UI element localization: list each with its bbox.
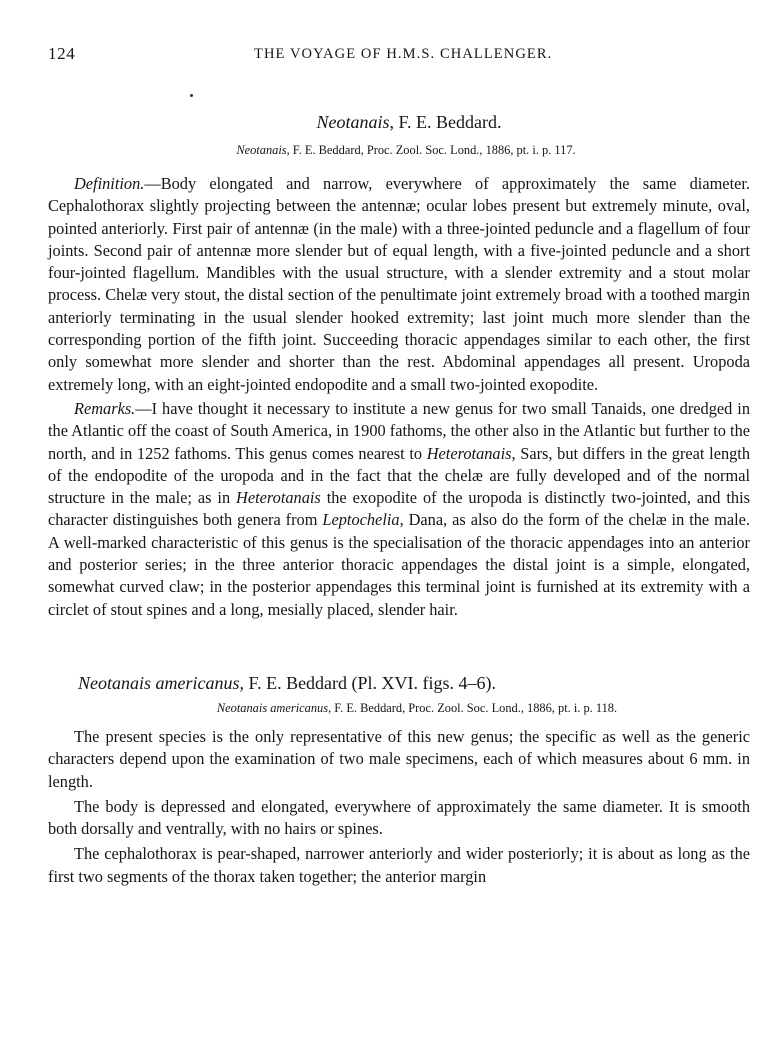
remarks-text-1: —I have thought it necessary to institute a new genus for two small Tanaids, one dredged in the Atlantic off the coast of South America, in 1900 fathoms, the other also in the Atlantic but further to the north, and in 1252 fathoms. This genus comes nearest to: [48, 398, 750, 463]
definition-paragraph: [48, 173, 750, 396]
species-ref-name: Neotanais americanus: [216, 700, 329, 715]
genus-heading: [48, 112, 750, 133]
remarks-text-3: the exopodite of the uropoda is distinctly two-jointed, and this character distinguishes both genera from: [48, 488, 750, 530]
species-name: Neotanais americanus: [78, 672, 240, 693]
genus-ref-heterotanais-2: Heterotanais: [236, 488, 321, 508]
species-paragraph-3: The cephalothorax is pear-shaped, narrower anteriorly and wider posteriorly; it is about as long as the first two segments of the thorax taken together; the anterior margin: [48, 844, 750, 886]
genus-authority: , F. E. Beddard.: [389, 112, 502, 132]
genus-name: Neotanais: [316, 112, 390, 132]
print-speck: [190, 94, 193, 97]
remarks-text-2: , Sars, but differs in the great length of the endopodite of the uropoda and in the fact that the chelæ are fully developed and of the normal structure in the male; as in: [48, 443, 751, 508]
species-paragraph-1: The present species is the only representative of this new genus; the specific as well as the generic characters depend upon the examination of two male specimens, each of which measures about 6 mm. in length.: [48, 726, 750, 791]
species-heading: [78, 673, 750, 694]
genus-reference: [48, 143, 750, 158]
definition-text: —Body elongated and narrow, everywhere of approximately the same diameter. Cephalothorax slightly projecting between the antennæ; ocular lobes present but extremely minute, oval, pointed anteriorly. First pair of antennæ (in the male) with a three-jointed peduncle and a flagellum of four joints. Second pair of antennæ more slender but of equal length, with a five-jointed peduncle and a short four-jointed flagellum. Mandibles with the usual structure, with a slender extremity and a stout molar process. Chelæ very stout, the distal section of the penultimate joint extremely broad with a toothed margin anteriorly terminating in the usual slender hooked extremity; last joint much more slender than the corresponding portion of the fifth joint. Succeeding thoracic appendages similar to each other, the first only somewhat more slender and shorter than the rest. Abdominal appendages all present. Uropoda extremely long, with an eight-jointed endopodite and a small two-jointed exopodite.: [48, 174, 750, 394]
genus-ref-leptochelia: Leptochelia: [322, 510, 400, 530]
species-authority: , F. E. Beddard (Pl. XVI. figs. 4–6).: [239, 672, 497, 693]
genus-ref-text: , F. E. Beddard, Proc. Zool. Soc. Lond., 1886, pt. i. p. 117.: [286, 143, 576, 157]
definition-label: Definition.: [74, 174, 145, 193]
running-title: THE VOYAGE OF H.M.S. CHALLENGER.: [254, 46, 553, 62]
species-reference: [48, 701, 750, 716]
remarks-label: Remarks.: [74, 398, 136, 418]
species-paragraph-2: The body is depressed and elongated, everywhere of approximately the same diameter. It is smooth both dorsally and ventrally, with no hairs or spines.: [48, 796, 750, 839]
page-number: 124: [48, 44, 76, 63]
remarks-text-4: , Dana, as also do the form of the chelæ in the male. A well-marked characteristic of this genus is the specialisation of the thoracic appendages into an anterior and posterior series; in the three anterior thoracic appendages the distal joint is a simple, elongated, somewhat curved claw; in the posterior appendages this terminal joint is furnished at its extremity with a circlet of stout spines and a long, mesially placed, slender hair.: [48, 510, 750, 619]
running-header: [48, 44, 750, 70]
genus-ref-name: Neotanais: [236, 143, 287, 157]
remarks-paragraph: [48, 398, 750, 621]
species-ref-text: , F. E. Beddard, Proc. Zool. Soc. Lond., 1886, pt. i. p. 118.: [328, 700, 618, 715]
genus-ref-heterotanais-1: Heterotanais: [426, 443, 512, 463]
